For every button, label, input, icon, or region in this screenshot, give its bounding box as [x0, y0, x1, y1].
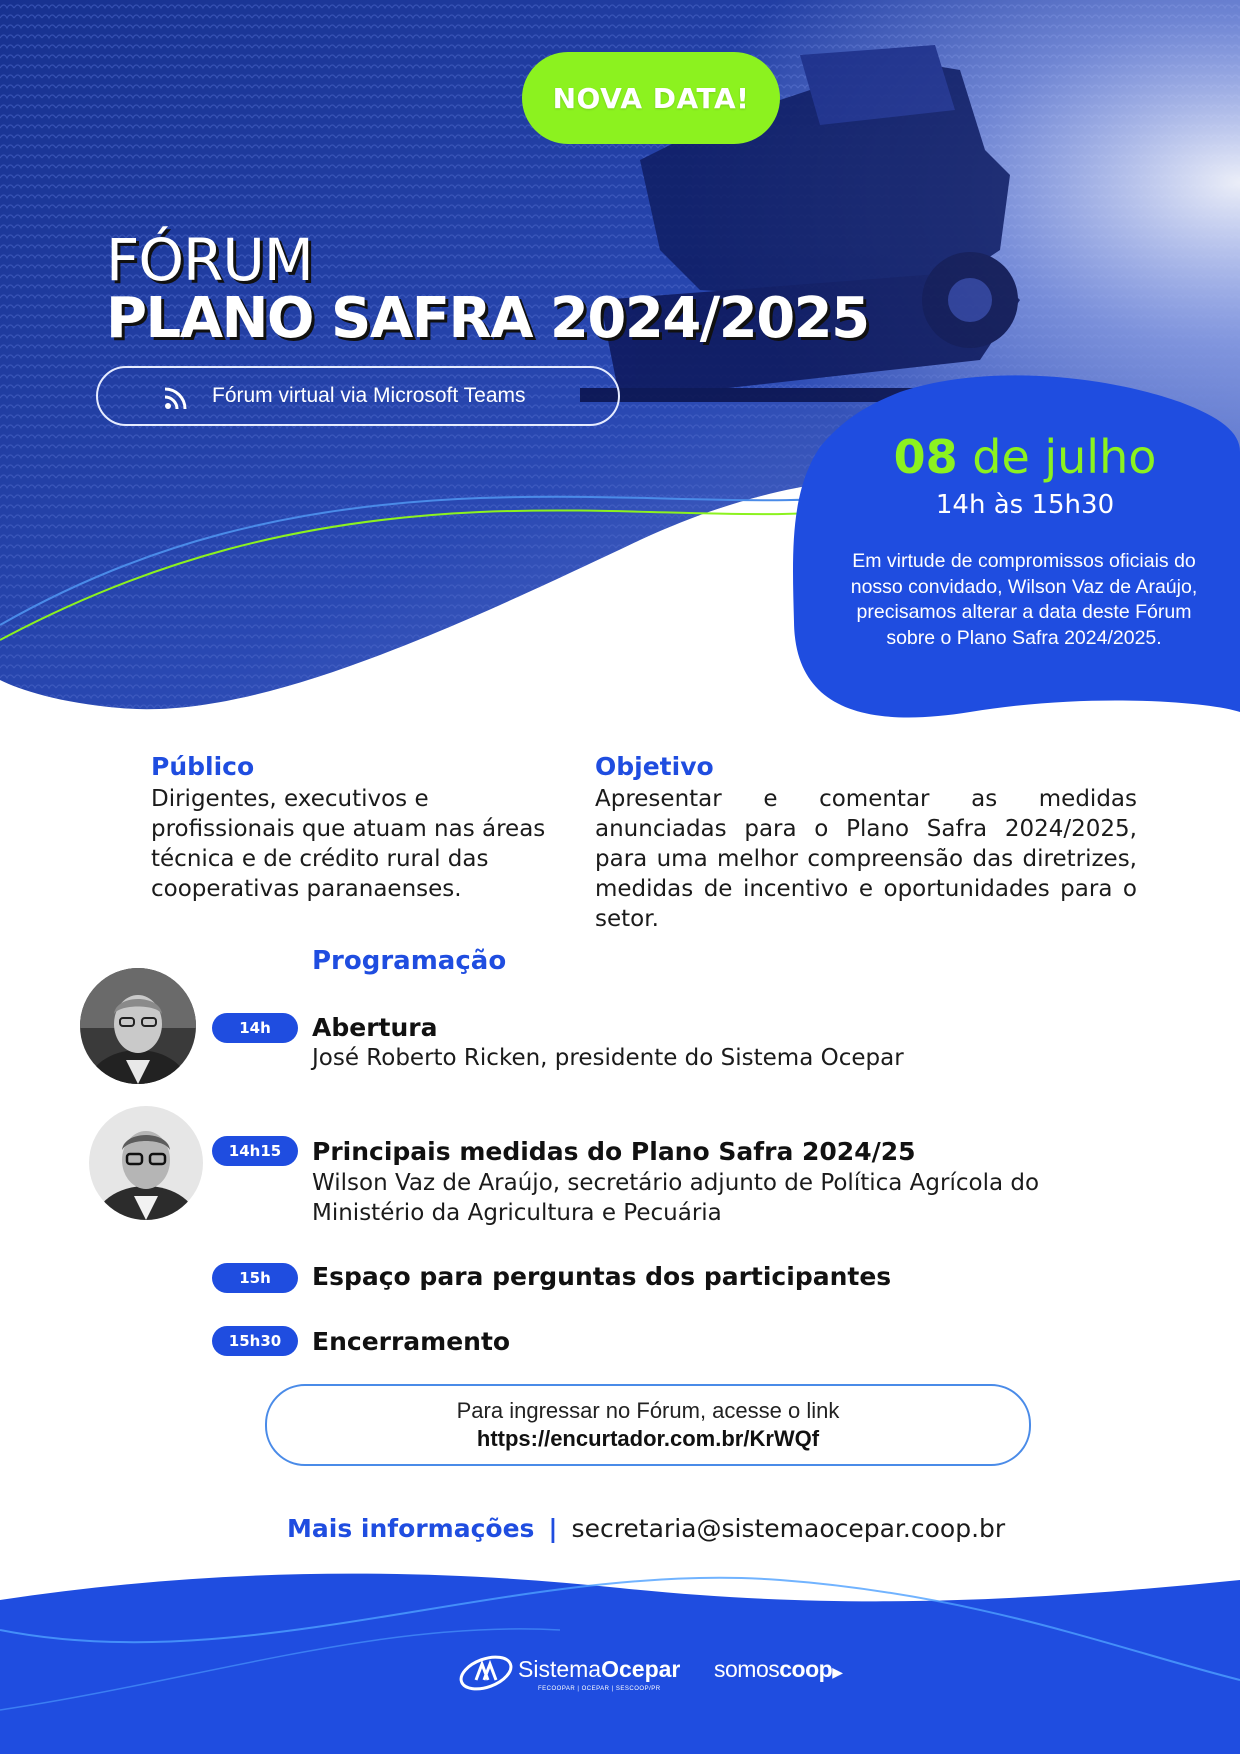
event-month: de julho [972, 430, 1157, 484]
format-pill [96, 366, 620, 426]
event-date [820, 430, 1230, 484]
event-time: 14h às 15h30 [935, 490, 1115, 520]
ocepar-wordmark [518, 1656, 680, 1683]
item-title-perguntas: Espaço para perguntas dos participantes [312, 1262, 892, 1291]
time-pill-15h: 15h [212, 1263, 298, 1293]
item-title-abertura: Abertura [312, 1013, 438, 1042]
forum-link[interactable]: https://encurtador.com.br/KrWQf [476, 1426, 820, 1451]
avatar-jose-roberto-ricken [80, 968, 196, 1084]
item-desc-abertura: José Roberto Ricken, presidente do Sistema Ocepar [312, 1045, 904, 1071]
avatar-wilson-vaz-de-araujo [89, 1106, 203, 1220]
title-plano-safra: PLANO SAFRA 2024/2025 [106, 286, 869, 351]
date-change-note: Em virtude de compromissos oficiais do nosso convidado, Wilson Vaz de Araújo, precisamos alterar a data deste Fórum sobre o Plano Safra 2024/2025. [850, 550, 1198, 649]
format-label: Fórum virtual via Microsoft Teams [212, 384, 526, 407]
new-date-badge: NOVA DATA! [522, 52, 780, 144]
contact-label: Mais informações [287, 1514, 535, 1543]
ocepar-wordmark-b: Ocepar [601, 1656, 681, 1682]
item-desc-principais-medidas: Wilson Vaz de Araújo, secretário adjunto de Política Agrícola do Ministério da Agricultura e Pecuária [312, 1170, 1040, 1226]
logo-somoscoop [714, 1656, 842, 1683]
time-pill-14h: 14h [212, 1013, 298, 1043]
somos-wordmark-b: coop [779, 1656, 833, 1682]
somos-wordmark-a: somos [714, 1656, 780, 1682]
logo-sistema-ocepar [458, 1652, 684, 1698]
time-pill-14h15: 14h15 [212, 1136, 298, 1166]
ocepar-subtitle: FECOOPAR | OCEPAR | SESCOOP/PR [538, 1686, 661, 1692]
ocepar-emblem-icon [458, 1652, 514, 1694]
contact-separator: | [548, 1514, 558, 1543]
item-title-principais-medidas: Principais medidas do Plano Safra 2024/25 [312, 1137, 916, 1166]
somos-arrow-icon: ▶ [832, 1664, 843, 1680]
title-forum: FÓRUM [106, 226, 313, 294]
link-label: Para ingressar no Fórum, acesse o link [456, 1398, 840, 1423]
publico-heading: Público [151, 752, 255, 781]
publico-text: Dirigentes, executivos e profissionais que atuam nas áreas técnica e de crédito rural das cooperativas paranaenses. [151, 786, 546, 902]
programacao-heading: Programação [312, 946, 507, 976]
item-title-encerramento: Encerramento [312, 1327, 511, 1356]
event-day: 08 [893, 430, 958, 484]
objetivo-text: Apresentar e comentar as medidas anunciadas para o Plano Safra 2024/2025, para uma melhor compreensão das diretrizes, medidas de incentivo e oportunidades para o setor. [595, 786, 1137, 932]
rss-icon [164, 386, 188, 410]
contact-line [287, 1514, 1005, 1543]
ocepar-wordmark-a: Sistema [518, 1656, 602, 1682]
link-box [265, 1384, 1031, 1466]
objetivo-heading: Objetivo [595, 752, 714, 781]
time-pill-15h30: 15h30 [212, 1326, 298, 1356]
contact-email[interactable]: secretaria@sistemaocepar.coop.br [571, 1514, 1006, 1543]
